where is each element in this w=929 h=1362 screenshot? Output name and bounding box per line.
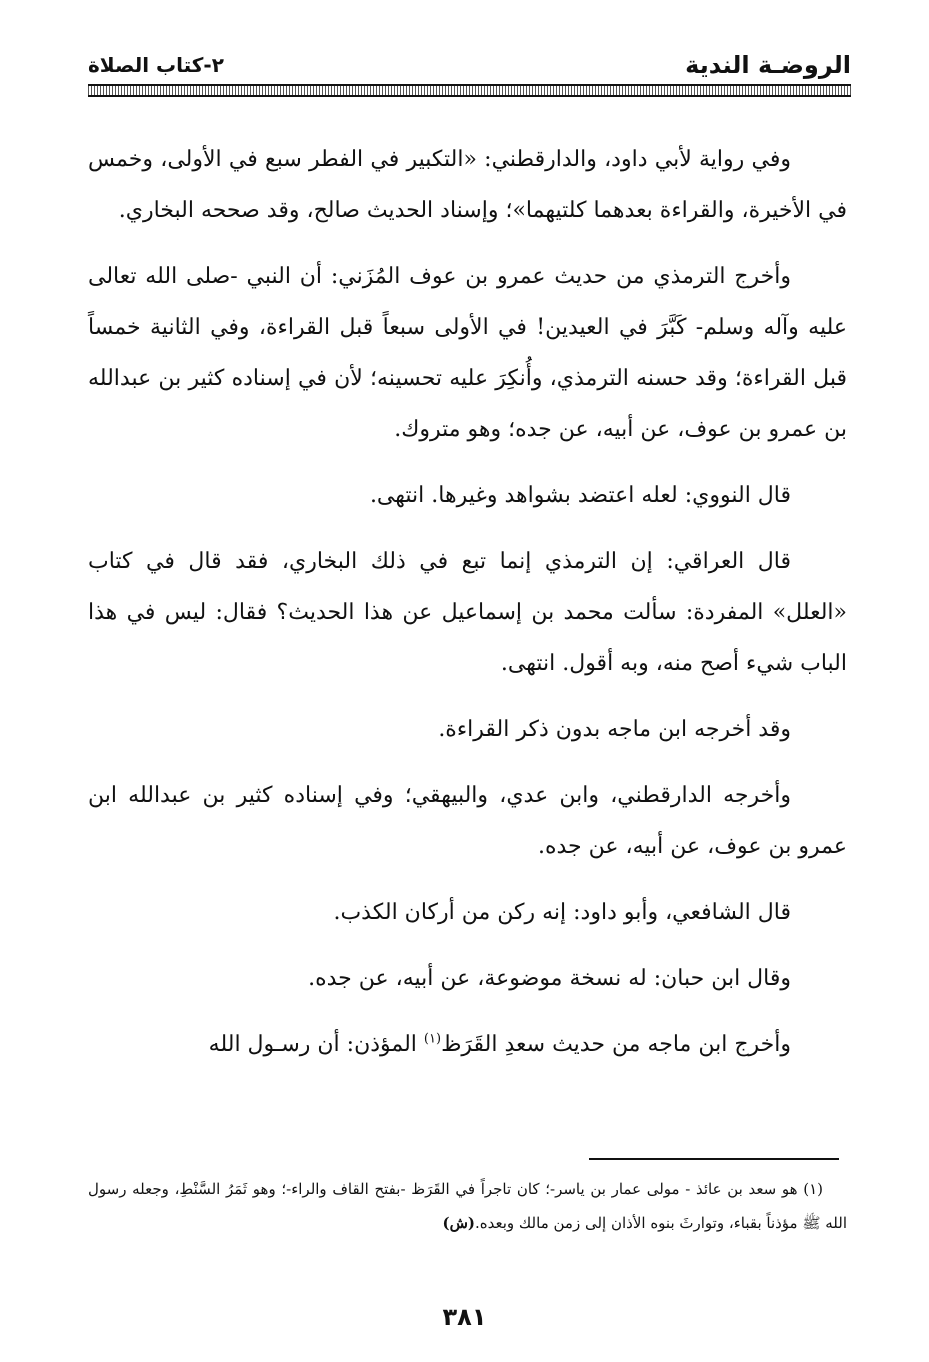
paragraph-last-after: المؤذن: أن رسـول الله xyxy=(208,1032,424,1057)
paragraph: وقال ابن حبان: له نسخة موضوعة، عن أبيه، عن جده. xyxy=(308,966,791,991)
paragraph: قال العراقي: إن الترمذي إنما تبع في ذلك البخاري، فقد قال في كتاب «العلل» المفردة: سألت محمد بن إسماعيل عن هذا الحديث؟ فقال: ليس في هذا الباب شيء أصح منه، وبه أقول. انتهى. xyxy=(88,549,847,676)
footnote-text: (١) هو سعد بن عائذ - مولى عمار بن ياسر-؛ كان تاجراً في القَرَظ -بفتح القاف والراء-؛ وهو ثَمَرُ السَّنْطِ، وجعله رسول الله ﷺ مؤذناً بقباء، وتوارثَ بنوه الأذان إلى زمن مالك وبعده. xyxy=(88,1180,847,1232)
header-rule xyxy=(88,84,851,97)
book-title: الروضـة الندية xyxy=(685,51,851,79)
running-head xyxy=(88,50,851,80)
footnote-marker[interactable]: (١) xyxy=(423,1031,442,1047)
footnote-rule xyxy=(589,1158,839,1160)
paragraph-last-before: وأخرج ابن ماجه من حديث سعدِ القَرَظ xyxy=(441,1032,791,1057)
chapter-title: ٢-كتاب الصلاة xyxy=(88,53,224,77)
paragraph-last xyxy=(88,1019,847,1070)
paragraph: وفي رواية لأبي داود، والدارقطني: «التكبير في الفطر سبع في الأولى، وخمس في الأخيرة، والقراءة بعدهما كلتيهما»؛ وإسناد الحديث صالح، وقد صححه البخاري. xyxy=(88,147,847,223)
paragraph: وقد أخرجه ابن ماجه بدون ذكر القراءة. xyxy=(438,717,791,742)
body-text xyxy=(88,134,847,1085)
footnote-abbreviation: (ش) xyxy=(442,1214,475,1232)
page-number: ٣٨١ xyxy=(442,1303,487,1331)
paragraph: قال الشافعي، وأبو داود: إنه ركن من أركان الكذب. xyxy=(333,900,791,925)
footnote xyxy=(88,1172,847,1240)
paragraph: وأخرج الترمذي من حديث عمرو بن عوف المُزَني: أن النبي -صلى الله تعالى عليه وآله وسلم- كَبَّرَ في العيدين! في الأولى سبعاً قبل القراءة، وفي الثانية خمساً قبل القراءة؛ وقد حسنه الترمذي، وأُنكِرَ عليه تحسينه؛ لأن في إسناده كثير بن عبدالله بن عمرو بن عوف، عن أبيه، عن جده؛ وهو متروك. xyxy=(88,264,847,442)
paragraph: قال النووي: لعله اعتضد بشواهد وغيرها. انتهى. xyxy=(369,483,791,508)
paragraph: وأخرجه الدارقطني، وابن عدي، والبيهقي؛ وفي إسناده كثير بن عبدالله ابن عمرو بن عوف، عن أبيه، عن جده. xyxy=(88,783,847,859)
